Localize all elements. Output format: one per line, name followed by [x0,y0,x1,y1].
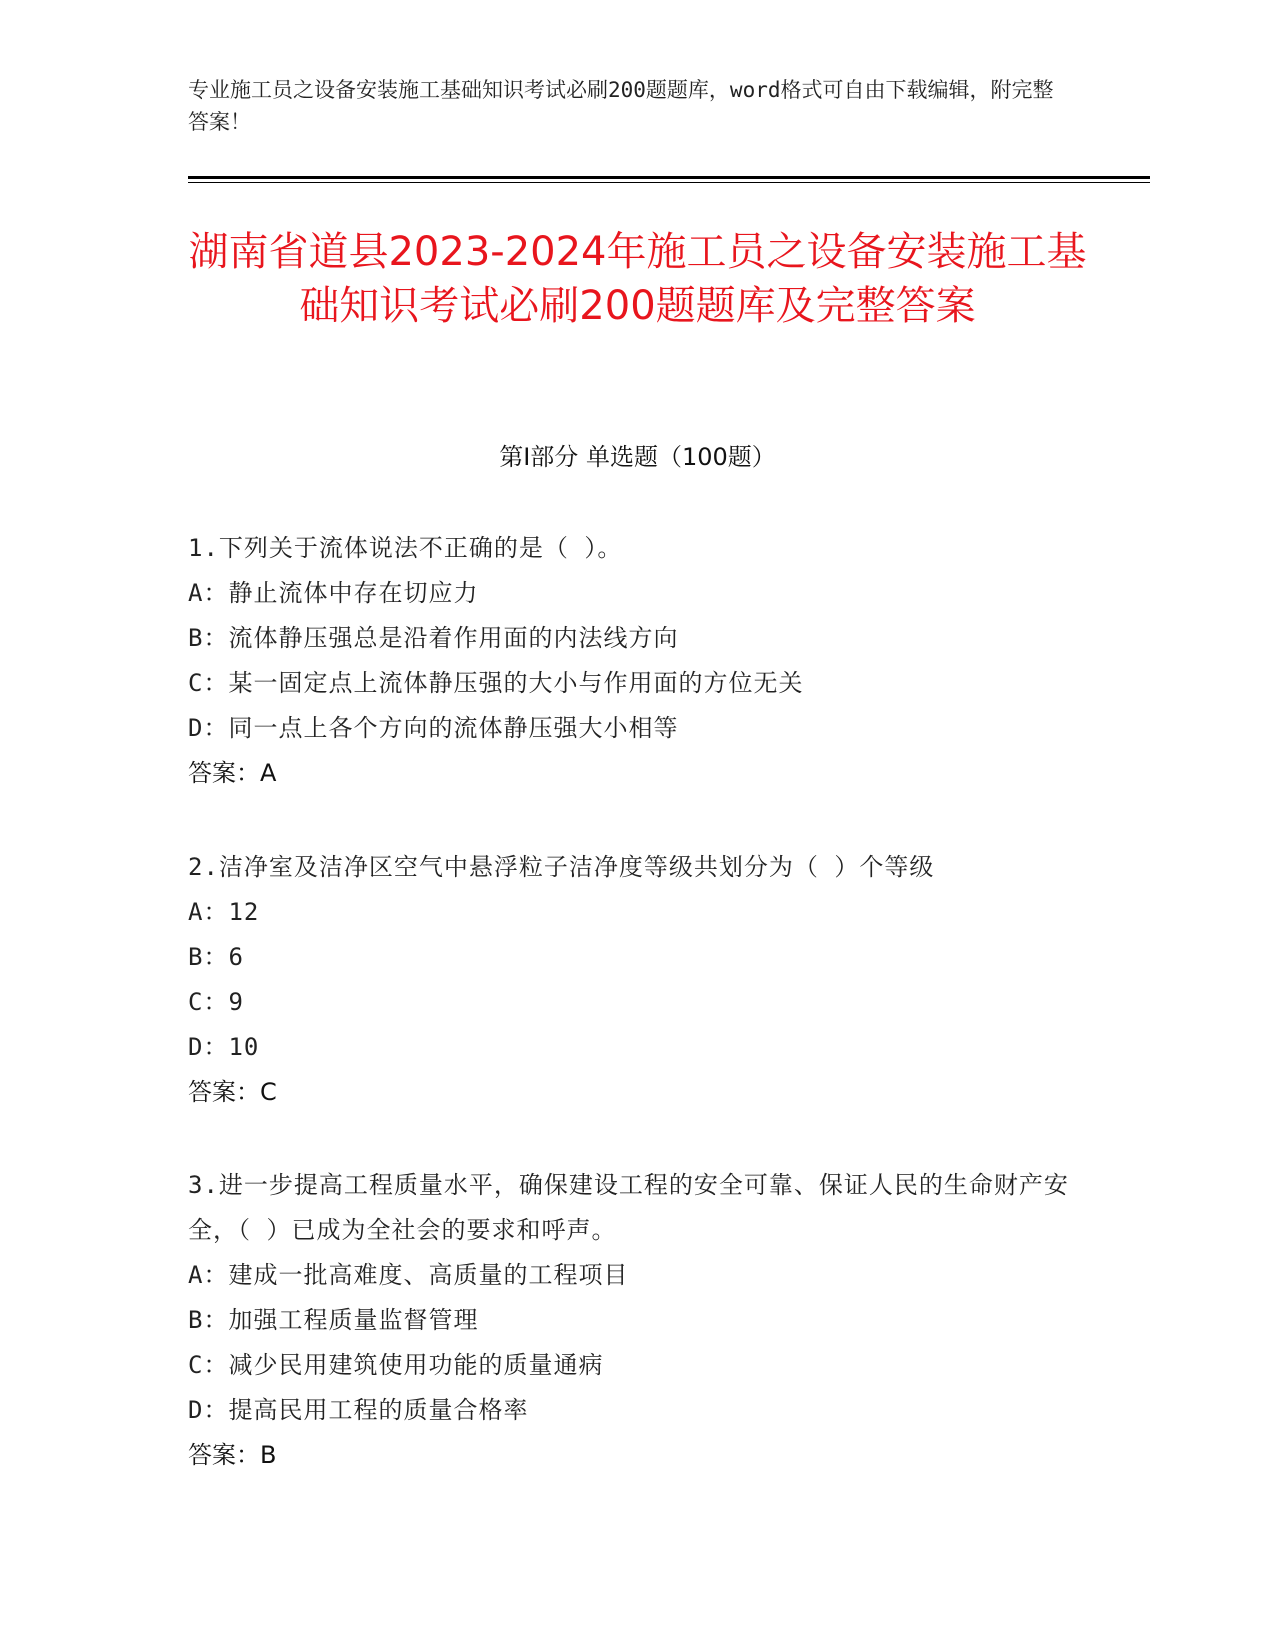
question-stem: 1.下列关于流体说法不正确的是（ ）。 [188,534,623,562]
option-d: D：同一点上各个方向的流体静压强大小相等 [188,714,679,742]
question-1 [188,526,1088,796]
question-3 [188,1163,1088,1478]
option-d: D：提高民用工程的质量合格率 [188,1396,529,1424]
question-2 [188,845,1088,1115]
option-c: C：某一固定点上流体静压强的大小与作用面的方位无关 [188,669,804,697]
option-a: A：建成一批高难度、高质量的工程项目 [188,1261,629,1289]
answer: 答案：A [188,759,277,787]
answer: 答案：B [188,1441,277,1469]
header-divider-thick [188,176,1150,179]
option-b: B：6 [188,943,244,971]
option-b: B：加强工程质量监督管理 [188,1306,479,1334]
document-title: 湖南省道县2023-2024年施工员之设备安装施工基础知识考试必刷200题题库及完整答案 [188,229,1087,329]
question-stem: 2.洁净室及洁净区空气中悬浮粒子洁净度等级共划分为（ ）个等级 [188,853,935,881]
option-c: C：9 [188,988,244,1016]
section-title: 第Ⅰ部分 单选题（100题） [499,443,776,471]
header-note: 专业施工员之设备安装施工基础知识考试必刷200题题库，word格式可自由下载编辑，附完整答案！ [188,78,1054,134]
option-a: A：12 [188,898,260,926]
option-a: A：静止流体中存在切应力 [188,579,479,607]
option-c: C：减少民用建筑使用功能的质量通病 [188,1351,604,1379]
option-d: D：10 [188,1033,260,1061]
question-stem: 3.进一步提高工程质量水平，确保建设工程的安全可靠、保证人民的生命财产安全，（ ）已成为全社会的要求和呼声。 [188,1171,1069,1244]
header-divider-thin [188,182,1150,183]
answer: 答案：C [188,1078,277,1106]
option-b: B：流体静压强总是沿着作用面的内法线方向 [188,624,679,652]
